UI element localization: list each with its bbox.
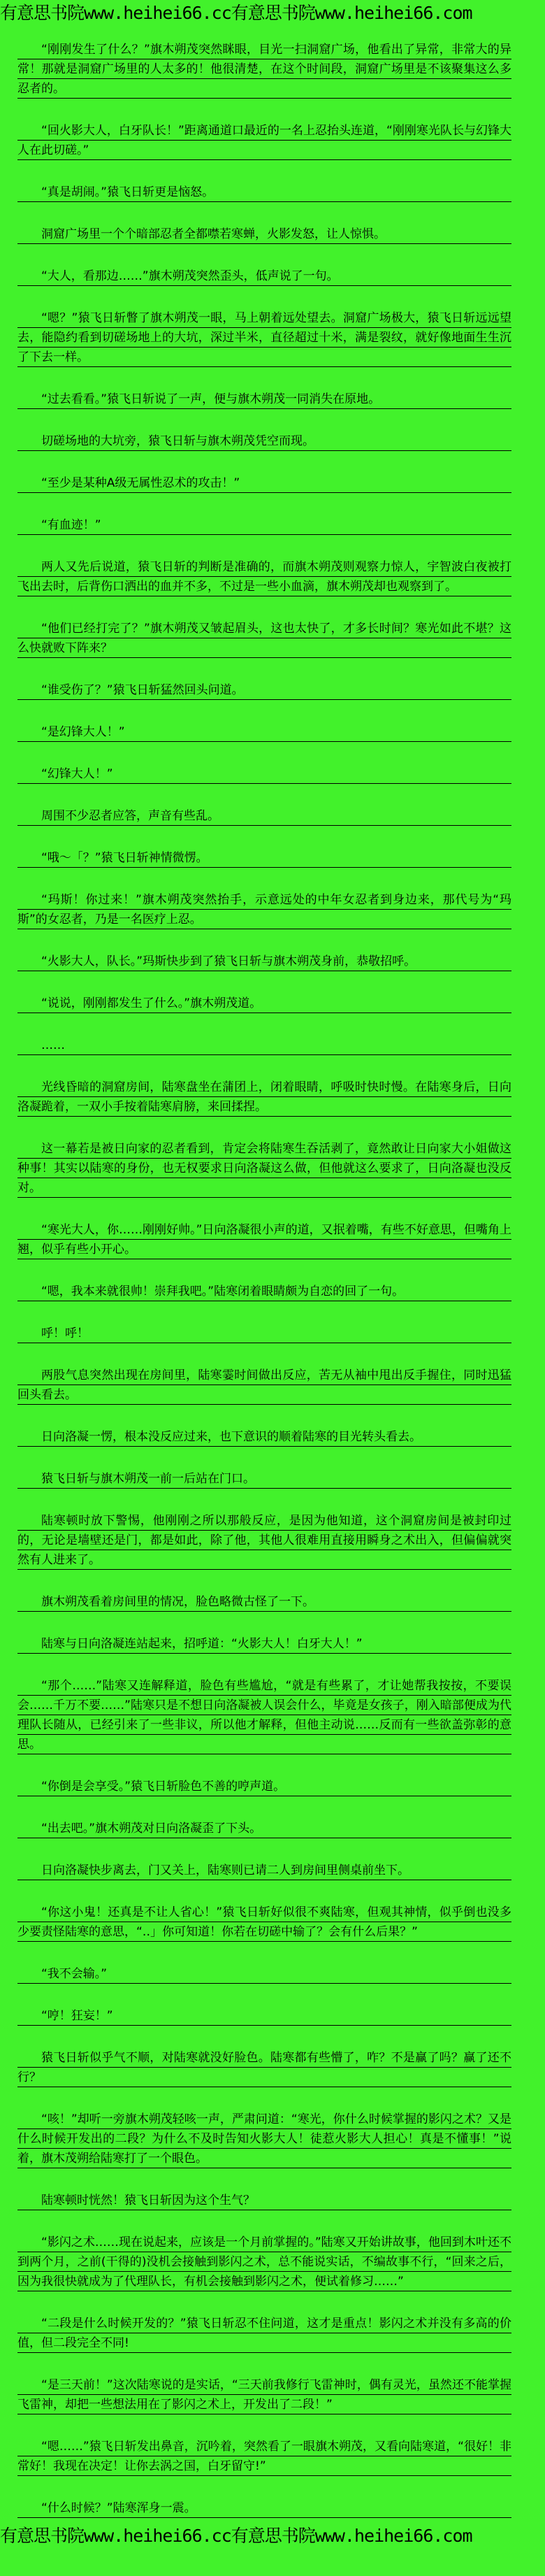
novel-paragraph: “是幻锋大人！” xyxy=(17,722,511,742)
novel-paragraph: “有血迹！” xyxy=(17,515,511,535)
novel-paragraph: 日向洛凝一愣，根本没反应过来，也下意识的顺着陆寒的目光转头看去。 xyxy=(17,1427,511,1447)
novel-paragraph: 洞窟广场里一个个暗部忍者全都噤若寒蝉，火影发怒，让人惊惧。 xyxy=(17,224,511,244)
novel-paragraph: 陆寒与日向洛凝连站起来，招呼道：“火影大人！白牙大人！” xyxy=(17,1634,511,1654)
site-watermark-top: 有意思书院www.heihei66.cc有意思书院www.heihei66.com xyxy=(0,3,472,23)
novel-paragraph: “火影大人，队长。”玛斯快步到了猿飞日斩与旗木朔茂身前，恭敬招呼。 xyxy=(17,952,511,971)
novel-paragraph: “你这小鬼！还真是不让人省心！”猿飞日斩好似很不爽陆寒，但观其神情，似乎倒也没多少要责怪陆寒的意思，“‥」你可知道！你若在切磋中输了？会有什么后果？” xyxy=(17,1903,511,1942)
novel-paragraph: “刚刚发生了什么？”旗木朔茂突然眯眼，目光一扫洞窟广场，他看出了异常，非常大的异常！那就是洞窟广场里的人太多的！他很清楚，在这个时间段，洞窟广场里是不该聚集这么多忍者的。 xyxy=(17,40,511,99)
novel-paragraph: “过去看看。”猿飞日斩说了一声，便与旗木朔茂一同消失在原地。 xyxy=(17,389,511,409)
novel-paragraph: “谁受伤了？”猿飞日斩猛然回头问道。 xyxy=(17,680,511,700)
novel-paragraph: 这一幕若是被日向家的忍者看到，肯定会将陆寒生吞活剥了，竟然敢让日向家大小姐做这种事！其实以陆寒的身份，也无权要求日向洛凝这么做，但他就这么要求了，日向洛凝也没反对。 xyxy=(17,1139,511,1198)
novel-paragraph: “二段是什么时候开发的？”猿飞日斩忍不住问道，这才是重点！影闪之术并没有多高的价值，但二段完全不同! xyxy=(17,2314,511,2353)
novel-paragraph: “真是胡闹。”猿飞日斩更是恼怒。 xyxy=(17,183,511,202)
novel-paragraph: “哼！狂妄！” xyxy=(17,2006,511,2026)
novel-paragraph: “他们已经打完了？”旗木朔茂又皱起眉头，这也太快了，才多长时间？寒光如此不堪？这么快就败下阵来？ xyxy=(17,619,511,658)
novel-paragraph: “什么时候？”陆寒浑身一震。 xyxy=(17,2498,511,2518)
novel-paragraph: “嗯……”猿飞日斩发出鼻音，沉吟着，突然看了一眼旗木朔茂，又看向陆寒道，“很好！非常好！我现在决定！让你去涡之国，白牙留守!” xyxy=(17,2437,511,2476)
novel-paragraph: “嗯？”猿飞日斩瞥了旗木朔茂一眼，马上朝着远处望去。洞窟广场极大，猿飞日斩远远望去，能隐约看到切磋场地上的大坑，深过半米，直径超过十米，满是裂纹，就好像地面生生沉了下去一样。 xyxy=(17,308,511,367)
novel-paragraph: 旗木朔茂看着房间里的情况，脸色略微古怪了一下。 xyxy=(17,1592,511,1612)
novel-paragraph: “嗯，我本来就很帅！崇拜我吧。”陆寒闭着眼睛颇为自恋的回了一句。 xyxy=(17,1282,511,1301)
novel-paragraph: 呼！呼！ xyxy=(17,1324,511,1343)
novel-paragraph: “至少是某种A级无属性忍术的攻击！” xyxy=(17,473,511,493)
novel-paragraph: 两人又先后说道，猿飞日斩的判断是准确的，而旗木朔茂则观察力惊人，宇智波白夜被打飞出去时，后背伤口洒出的血并不多，不过是一些小血滴，旗木朔茂却也观察到了。 xyxy=(17,557,511,596)
novel-paragraph: 猿飞日斩似乎气不顺，对陆寒就没好脸色。陆寒都有些懵了，咋？不是赢了吗？赢了还不行？ xyxy=(17,2048,511,2087)
novel-paragraph: 猿飞日斩与旗木朔茂一前一后站在门口。 xyxy=(17,1469,511,1489)
novel-text-body xyxy=(0,24,545,2518)
novel-paragraph: “是三天前！”这次陆寒说的是实话，“三天前我修行飞雷神时，偶有灵光，虽然还不能掌握飞雷神，却把一些想法用在了影闪之术上，开发出了二段！” xyxy=(17,2375,511,2414)
novel-paragraph: “哦～「？”猿飞日斩神情微愣。 xyxy=(17,848,511,868)
novel-paragraph: “我不会输。” xyxy=(17,1964,511,1984)
novel-paragraph: 两股气息突然出现在房间里，陆寒霎时间做出反应，苦无从袖中甩出反手握住，同时迅猛回头看去。 xyxy=(17,1366,511,1405)
novel-paragraph: …… xyxy=(17,1036,511,1055)
site-watermark-bottom: 有意思书院www.heihei66.cc有意思书院www.heihei66.com xyxy=(0,2526,472,2546)
novel-paragraph: “玛斯！你过来！”旗木朔茂突然抬手，示意远处的中年女忍者到身边来，那代号为“玛斯”的女忍者，乃是一名医疗上忍。 xyxy=(17,890,511,929)
novel-paragraph: “那个……”陆寒又连解释道，脸色有些尴尬，“就是有些累了，才让她帮我按按，不要误会……千万不要……”陆寒只是不想日向洛凝被人误会什么，毕竟是女孩子，刚入暗部便成为代理队长随从，已经引来了一些非议，所以他才解释，但他主动说……反而有一些欲盖弥彰的意思。 xyxy=(17,1676,511,1754)
novel-paragraph: “幻锋大人！” xyxy=(17,764,511,784)
novel-paragraph: “说说，刚刚都发生了什么。”旗木朔茂道。 xyxy=(17,994,511,1013)
novel-paragraph: 光线昏暗的洞窟房间，陆寒盘坐在蒲团上，闭着眼睛，呼吸时快时慢。在陆寒身后，日向洛凝跪着，一双小手按着陆寒肩膀，来回揉捏。 xyxy=(17,1078,511,1117)
novel-paragraph: 陆寒顿时放下警惕，他刚刚之所以那般反应，是因为他知道，这个洞窟房间是被封印过的，无论是墙壁还是门，都是如此，除了他，其他人很难用直接用瞬身之术出入，但偏偏就突然有人进来了。 xyxy=(17,1511,511,1570)
novel-paragraph: “出去吧。”旗木朔茂对日向洛凝歪了下头。 xyxy=(17,1819,511,1838)
novel-paragraph: 周围不少忍者应答，声音有些乱。 xyxy=(17,806,511,826)
novel-paragraph: “影闪之术……现在说起来，应该是一个月前掌握的。”陆寒又开始讲故事，他回到木叶还不到两个月，之前(干得的)没机会接触到影闪之术，总不能说实话，不编故事不行，“回来之后，因为我很快就成为了代理队长，有机会接触到影闪之术，便试着修习……” xyxy=(17,2233,511,2291)
novel-paragraph: 日向洛凝快步离去，门又关上，陆寒则已请二人到房间里侧桌前坐下。 xyxy=(17,1861,511,1880)
novel-paragraph: “你倒是会享受。”猿飞日斩脸色不善的哼声道。 xyxy=(17,1777,511,1796)
novel-paragraph: “寒光大人，你……刚刚好帅。”日向洛凝很小声的道，又抿着嘴，有些不好意思，但嘴角上翘，似乎有些小开心。 xyxy=(17,1220,511,1259)
novel-paragraph: “回火影大人，白牙队长！”距离通道口最近的一名上忍抬头连道，“刚刚寒光队长与幻锋大人在此切磋。” xyxy=(17,121,511,160)
novel-paragraph: “大人，看那边……”旗木朔茂突然歪头，低声说了一句。 xyxy=(17,266,511,286)
novel-paragraph: 陆寒顿时恍然！猿飞日斩因为这个生气？ xyxy=(17,2191,511,2210)
novel-paragraph: “咳！”却听一旁旗木朔茂轻咳一声，严肃问道：“寒光，你什么时候掌握的影闪之术？又是什么时候开发出的二段？为什么不及时告知火影大人！徒惹火影大人担心！真是不懂事！”说着，旗木茂朔给陆寒打了一个眼色。 xyxy=(17,2110,511,2168)
novel-paragraph: 切磋场地的大坑旁，猿飞日斩与旗木朔茂凭空而现。 xyxy=(17,431,511,451)
